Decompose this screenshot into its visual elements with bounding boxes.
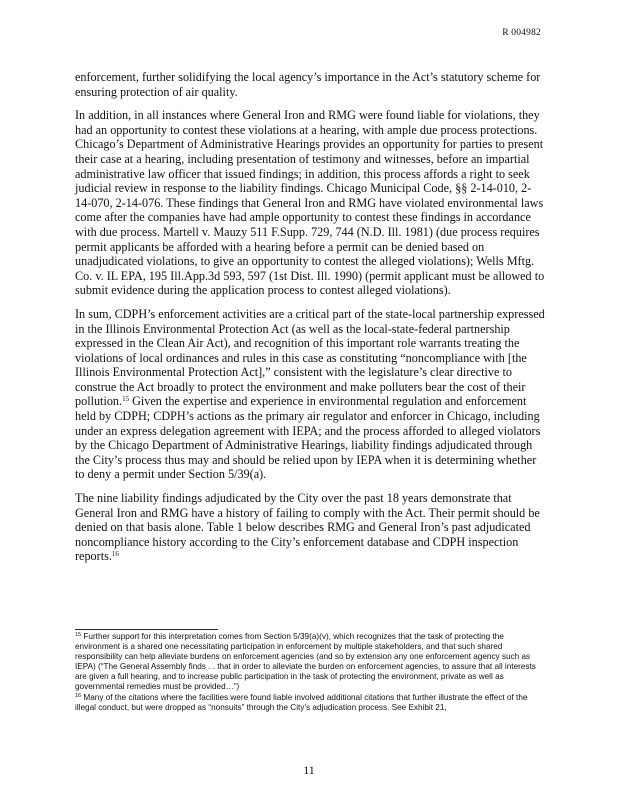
bates-number: R 004982 [502, 28, 541, 38]
paragraph-due-process-text: In addition, in all instances where General Iron and RMG were found liable for violations, they had an opportunity to contest these violations at a hearing, with ample due process protections. Chicago’s Department of Administrative Hearings provides an opportunity for parties to present their case at a hearing, including presentation of testimony and witnesses, before an impartial administrative law officer that issued findings; in addition, this process affords a right to seek judicial review in response to the liability findings. Chicago Municipal Code, §§ 2-14-010, 2-14-070, 2-14-076. These findings that General Iron and RMG have violated environmental laws come after the companies have had ample opportunity to contest these findings in accordance with due process. Martell v. Mauzy 511 F.Supp. 729, 744 (N.D. Ill. 1981) (due process requires permit applicants be afforded with a hearing before a permit can be denied based on unadjudicated violations, to give an opportunity to contest the alleged violations); Wells Mftg. Co. v. IL EPA, 195 Ill.App.3d 593, 597 (1st Dist. Ill. 1990) (permit applicant must be allowed to submit evidence during the application process to contest alleged violations). [75, 108, 545, 298]
paragraph-liability-findings [75, 491, 545, 564]
footnote-16-marker: 16 [75, 692, 82, 699]
footnote-ref-15: 15 [122, 395, 130, 404]
footnote-divider [75, 629, 218, 630]
footnote-ref-16: 16 [111, 550, 119, 559]
paragraph-in-sum [75, 307, 545, 482]
paragraph-continuation: enforcement, further solidifying the local agency’s importance in the Act’s statutory scheme for ensuring protection of air quality. [75, 70, 541, 99]
paragraph-due-process [75, 108, 545, 298]
footnote-15-marker: 15 [75, 632, 82, 638]
footnote-15 [75, 632, 545, 693]
footnotes [75, 632, 545, 713]
footnote-16 [75, 693, 545, 713]
footnote-15-text: Further support for this interpretation comes from Section 5/39(a)(v), which recognizes that the task of protecting the environment is a shared one necessitating participation in enforcement by multiple stakeholders, and that such shared responsibility can help alleviate burdens on enforcement agencies (and so by extension any one enforcement agency such as IEPA) (“The General Assembly finds . . that in order to alleviate the burden on enforcement agencies, to assure that all interests are given a full hearing, and to increase public participation in the task of protecting the environment, private as well as governmental remedies must be provided…”) [75, 632, 536, 692]
paragraph-in-sum-rest: Given the expertise and experience in environmental regulation and enforcement held by CDPH; CDPH’s actions as the primary air regulator and enforcer in Chicago, including under an express delegation agreement with IEPA; and the process afforded to alleged violators by the Chicago Department of Administrative Hearings, liability findings adjudicated through the City’s process thus may and should be relied upon by IEPA when it is determining whether to deny a permit under Section 5/39(a). [75, 394, 541, 482]
footnote-16-text: Many of the citations where the facilities were found liable involved additional citations that further illustrate the effect of the illegal conduct, but were dropped as “nonsuits” through the City’s adjudication process. See Exhibit 21, [75, 692, 528, 712]
body-text [75, 70, 545, 564]
page-number: 11 [303, 763, 315, 777]
paragraph-in-sum-text: In sum, CDPH’s enforcement activities are a critical part of the state-local partnership expressed in the Illinois Environmental Protection Act (as well as the local-state-federal partnership expressed in the Clean Air Act), and recognition of this important role warrants treating the violations of local ordinances and rules in this case as constituting “noncompliance with [the Illinois Environmental Protection Act],” consistent with the legislature’s clear directive to construe the Act broadly to protect the environment and make polluters bear the cost of their pollution. [75, 306, 545, 409]
paragraph-liability-findings-text: The nine liability findings adjudicated by the City over the past 18 years demonstrate that General Iron and RMG have a history of failing to comply with the Act. Their permit should be denied on that basis alone. Table 1 below describes RMG and General Iron’s past adjudicated noncompliance history according to the City’s enforcement database and CDPH inspection reports. [75, 491, 540, 564]
